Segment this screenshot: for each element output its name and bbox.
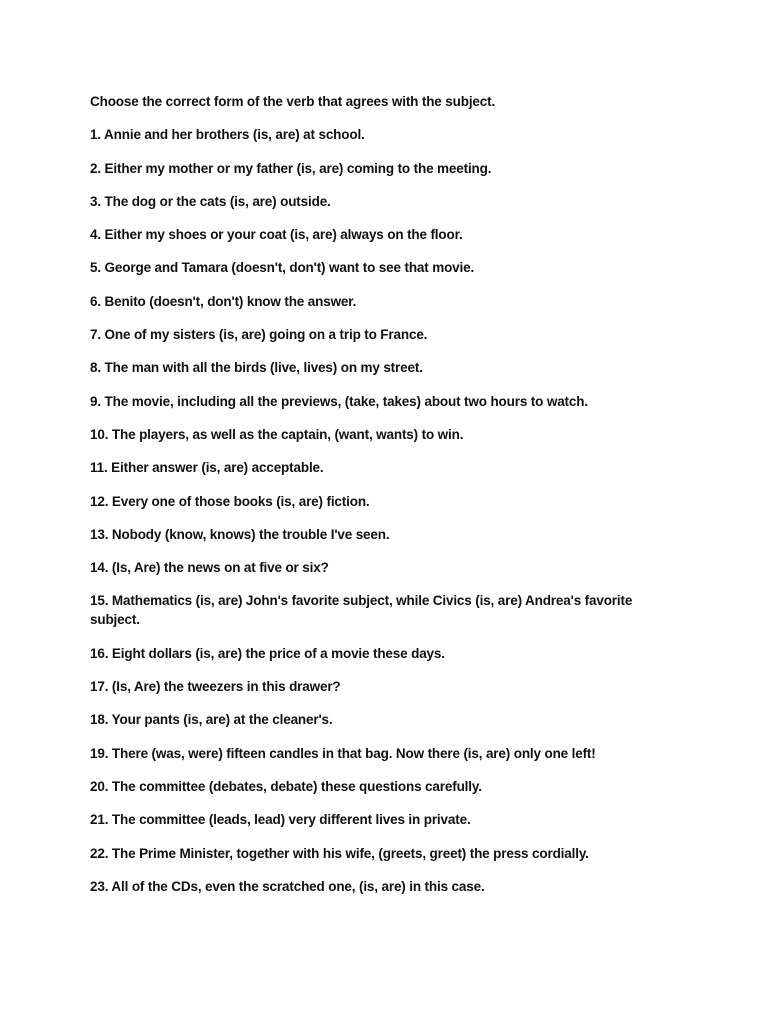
question-22: 22. The Prime Minister, together with his wife, (greets, greet) the press cordially. xyxy=(90,845,589,861)
question-17: 17. (Is, Are) the tweezers in this drawer? xyxy=(90,679,341,695)
instructions: Choose the correct form of the verb that agrees with the subject. xyxy=(90,94,496,109)
question-16: 16. Eight dollars (is, are) the price of a movie these days. xyxy=(90,645,445,661)
question-15: 15. Mathematics (is, are) John's favorite subject, while Civics (is, are) Andrea's favorite subject. xyxy=(90,593,633,628)
question-20: 20. The committee (debates, debate) these questions carefully. xyxy=(90,778,482,794)
question-13: 13. Nobody (know, knows) the trouble I've seen. xyxy=(90,526,390,542)
question-19: 19. There (was, were) fifteen candles in that bag. Now there (is, are) only one left! xyxy=(90,745,596,761)
question-9: 9. The movie, including all the previews, (take, takes) about two hours to watch. xyxy=(90,393,588,409)
question-8: 8. The man with all the birds (live, lives) on my street. xyxy=(90,360,423,376)
question-10: 10. The players, as well as the captain, (want, wants) to win. xyxy=(90,426,464,442)
question-4: 4. Either my shoes or your coat (is, are) always on the floor. xyxy=(90,227,463,243)
question-12: 12. Every one of those books (is, are) fiction. xyxy=(90,493,370,509)
question-21: 21. The committee (leads, lead) very different lives in private. xyxy=(90,812,471,828)
worksheet xyxy=(90,92,690,910)
question-2: 2. Either my mother or my father (is, are) coming to the meeting. xyxy=(90,160,492,176)
question-14: 14. (Is, Are) the news on at five or six? xyxy=(90,560,329,576)
question-18: 18. Your pants (is, are) at the cleaner's. xyxy=(90,712,333,728)
question-3: 3. The dog or the cats (is, are) outside. xyxy=(90,193,331,209)
question-23: 23. All of the CDs, even the scratched one, (is, are) in this case. xyxy=(90,878,485,894)
question-7: 7. One of my sisters (is, are) going on a trip to France. xyxy=(90,327,428,343)
question-11: 11. Either answer (is, are) acceptable. xyxy=(90,460,324,476)
question-1: 1. Annie and her brothers (is, are) at school. xyxy=(90,127,365,143)
question-5: 5. George and Tamara (doesn't, don't) want to see that movie. xyxy=(90,260,475,276)
question-6: 6. Benito (doesn't, don't) know the answer. xyxy=(90,293,357,309)
